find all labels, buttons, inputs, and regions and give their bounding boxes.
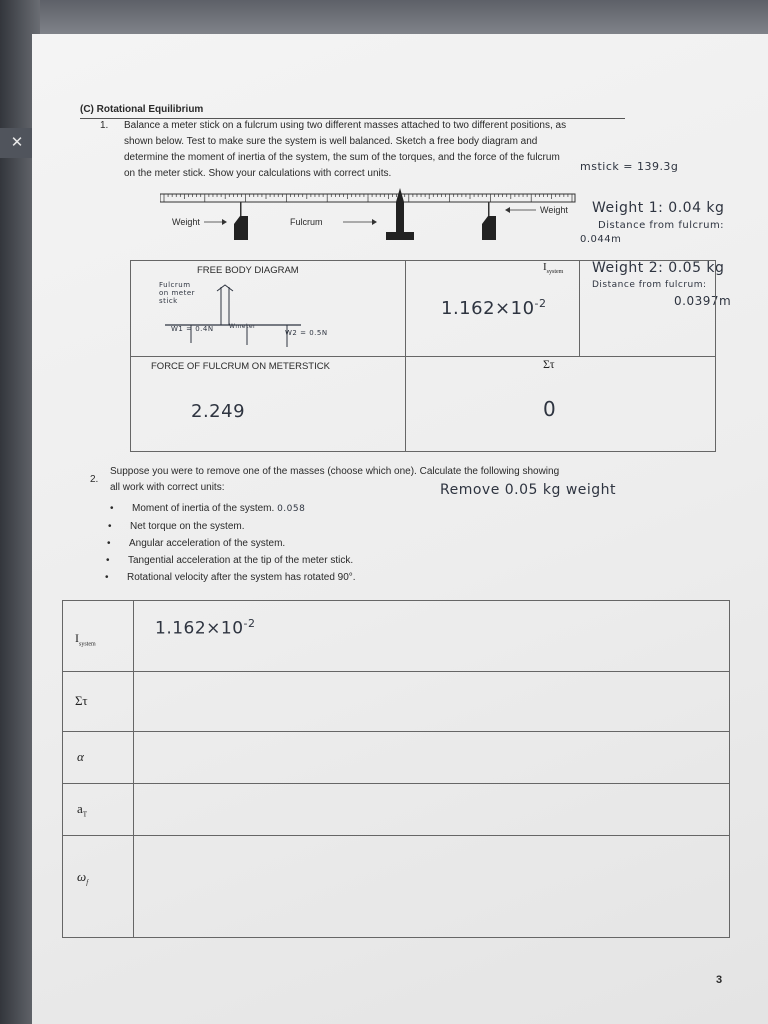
weight-right-label: Weight [540,205,568,215]
left-hanger [240,202,242,216]
q2-bullet: • Moment of inertia of the system. 0.058 [132,500,552,518]
worksheet-page [32,34,768,1024]
section-heading: (C) Rotational Equilibrium [80,104,204,115]
weight-left-label: Weight [172,217,200,227]
isystem-label [543,261,563,275]
row-label-torque: Στ [75,693,88,708]
row-value-isystem: $1.162\times 10^{-2}$ [155,617,256,639]
free-body-diagram-sketch [151,283,331,353]
row-label-alpha: α [77,749,84,764]
fbd-w1: W1 = 0.4N [171,325,214,333]
torque-label: Στ [543,357,555,371]
q1-line: determine the moment of inertia of the system, the sum of the torques, and the force of the fulcrum [124,152,560,163]
q1-line: shown below. Test to make sure the system is well balanced. Sketch a free body diagram and [124,136,538,147]
page-number: 3 [716,974,723,986]
isystem-mantissa: 1.162×10 [441,298,535,319]
fulcrum-base [386,232,414,240]
fbd-fulcrum-note: Fulcrum on meter stick [159,281,195,305]
note-distance2-label: Distance from fulcrum: [592,280,707,290]
q1-line: on the meter stick. Show your calculations with correct units. [124,168,392,179]
q2-bullet: • Net torque on the system. [130,518,550,535]
fbd-wmeter: Wmeter [229,323,256,330]
note-distance2-value: 0.0397m [674,294,732,308]
fbd-w2: W2 = 0.5N [285,329,328,337]
bullet1-note: 0.058 [277,504,306,514]
force-value: 2.249 [191,401,246,422]
q2-line1: Suppose you were to remove one of the masses (choose which one). Calculate the following showing [110,466,560,477]
row-label-at: $a_T$ [77,801,88,819]
q2-bullet: • Angular acceleration of the system. [129,535,549,552]
isystem-subscript: system [546,269,564,276]
right-weight-shape [482,216,496,240]
note-weight1: Weight 1: 0.04 kg [592,200,725,216]
force-label: FORCE OF FULCRUM ON METERSTICK [151,361,330,372]
row-label-isystem: $I_{system}$ [75,631,96,648]
torque-value: 0 [543,397,557,421]
q1-number: 1. [100,120,109,131]
fbd-label: FREE BODY DIAGRAM [197,265,299,276]
isystem-symbol: I [543,261,547,273]
isystem-value [441,297,547,319]
table-1 [130,260,716,452]
q2-handwritten-choice: Remove 0.05 kg weight [440,482,617,498]
q1-line: Balance a meter stick on a fulcrum using two different masses attached to two different positions, as [124,120,567,131]
note-distance1-label: Distance from fulcrum: [598,220,725,231]
q2-bullet-list [127,500,552,586]
q2-bullet: • Rotational velocity after the system has rotated 90°. [127,569,547,586]
fulcrum-label: Fulcrum [290,217,323,227]
right-hanger [488,202,490,216]
meter-stick [160,194,575,202]
q2-bullet: • Tangential acceleration at the tip of the meter stick. [128,552,548,569]
table-2 [62,600,730,938]
note-mstick: mstick = 139.3g [580,160,679,173]
note-distance1-value: 0.044m [580,234,622,245]
row-label-omega: $\omega_f$ [77,869,89,887]
q2-number: 2. [90,474,99,485]
isystem-exponent: -2 [534,297,547,310]
left-weight-shape [234,216,248,240]
close-icon[interactable]: ✕ [0,128,34,158]
note-weight2: Weight 2: 0.05 kg [592,260,725,276]
q2-line2: all work with correct units: [110,482,225,493]
